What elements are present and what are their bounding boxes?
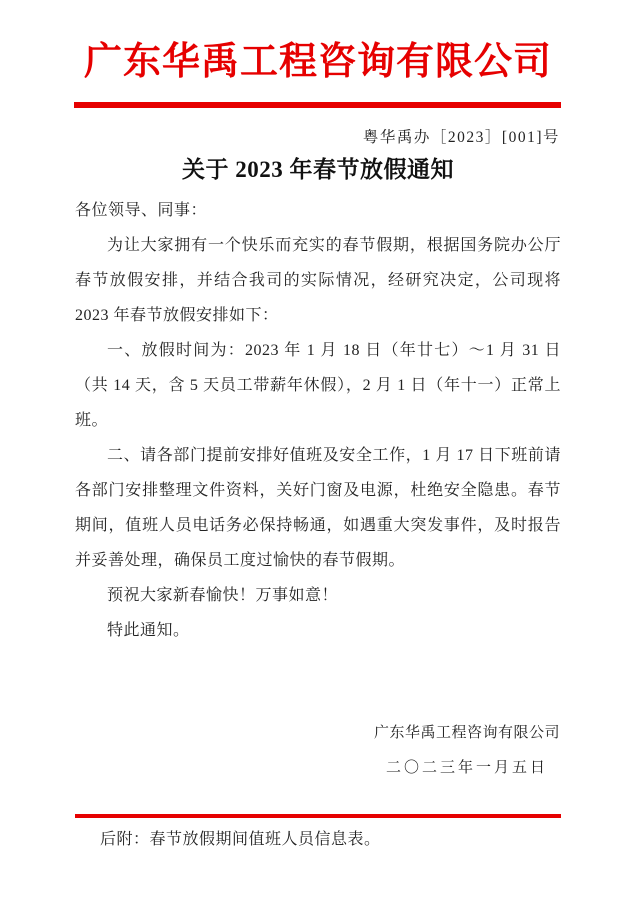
signature-block bbox=[374, 716, 560, 786]
paragraph-item-1: 一、放假时间为：2023 年 1 月 18 日（年廿七）～1 月 31 日（共 14 天，含 5 天员工带薪年休假），2 月 1 日（年十一）正常上班。 bbox=[75, 342, 561, 429]
document-number: 粤华禹办［2023］[001]号 bbox=[362, 129, 560, 146]
signature-company: 广东华禹工程咨询有限公司 bbox=[373, 725, 560, 741]
notice-body bbox=[75, 193, 561, 648]
paragraph-closing: 特此通知。 bbox=[107, 622, 190, 639]
paragraph-intro: 为让大家拥有一个快乐而充实的春节假期，根据国务院办公厅春节放假安排，并结合我司的实际情况，经研究决定，公司现将 2023 年春节放假安排如下： bbox=[75, 237, 561, 324]
footer-divider bbox=[75, 814, 561, 818]
attachment-note: 后附：春节放假期间值班人员信息表。 bbox=[100, 831, 381, 848]
signature-date: 二〇二三年一月五日 bbox=[385, 760, 548, 776]
notice-title: 关于 2023 年春节放假通知 bbox=[182, 157, 454, 182]
letterhead-divider bbox=[74, 102, 561, 108]
paragraph-wishes: 预祝大家新春愉快！万事如意！ bbox=[107, 587, 339, 604]
company-letterhead: 广东华禹工程咨询有限公司 bbox=[83, 41, 552, 83]
salutation: 各位领导、同事： bbox=[75, 202, 208, 219]
paragraph-item-2: 二、请各部门提前安排好值班及安全工作，1 月 17 日下班前请各部门安排整理文件资料，关好门窗及电源，杜绝安全隐患。春节期间，值班人员电话务必保持畅通，如遇重大突发事件，及时报告并妥善处理，确保员工度过愉快的春节假期。 bbox=[75, 447, 561, 569]
